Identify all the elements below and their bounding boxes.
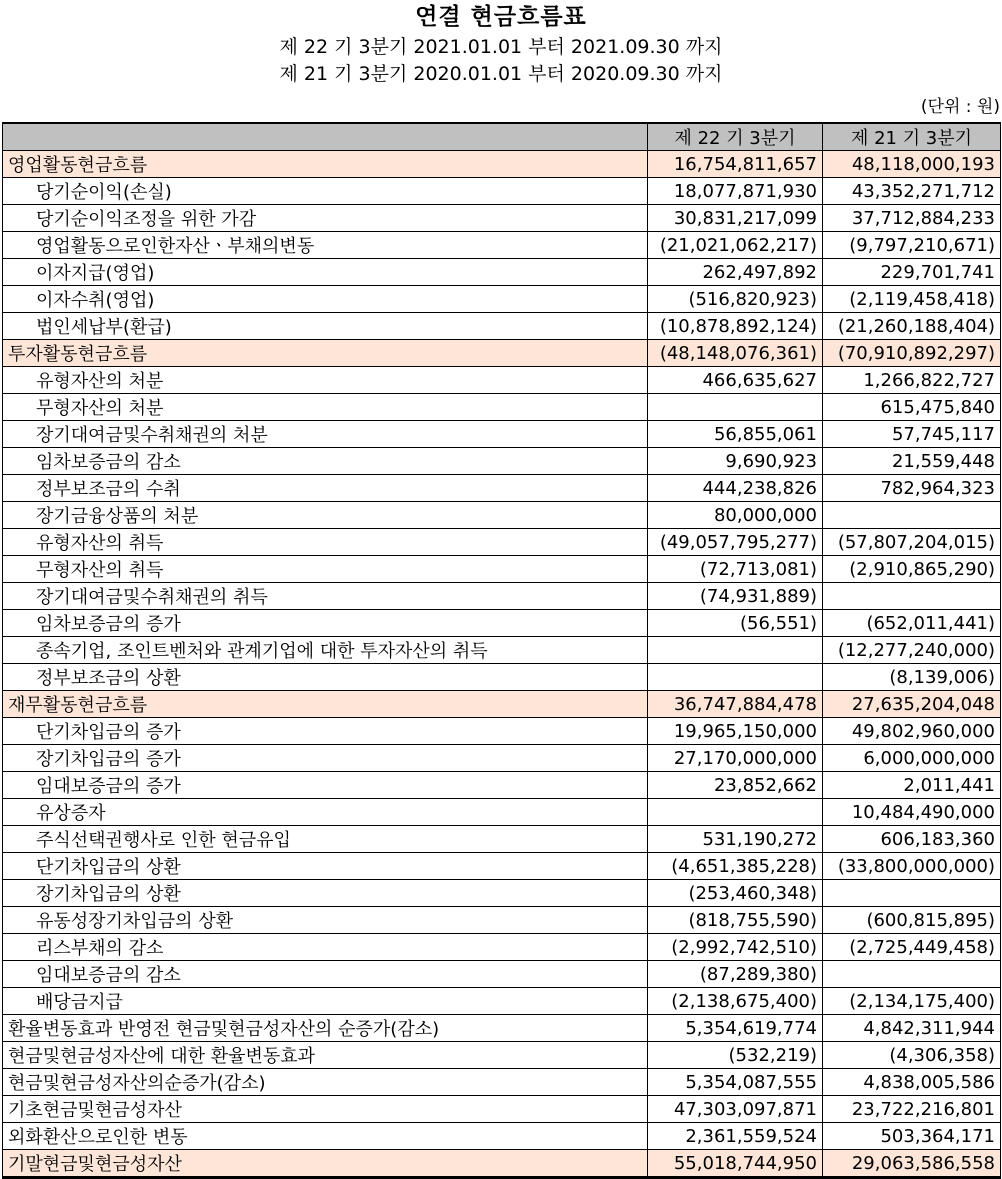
value-period-22: (2,138,675,400) — [648, 988, 823, 1015]
table-row — [3, 475, 1001, 502]
value-period-22: (48,148,076,361) — [648, 340, 823, 367]
header-label-column — [3, 123, 648, 151]
table-row — [3, 556, 1001, 583]
value-period-21: 606,183,360 — [823, 826, 1001, 853]
row-label: 장기대여금및수취채권의 처분 — [3, 421, 648, 448]
row-label: 무형자산의 처분 — [3, 394, 648, 421]
value-period-22: (56,551) — [648, 610, 823, 637]
value-period-21: (2,119,458,418) — [823, 286, 1001, 313]
row-label: 주식선택권행사로 인한 현금유입 — [3, 826, 648, 853]
row-label: 영업활동으로인한자산ㆍ부채의변동 — [3, 232, 648, 259]
value-period-21: 49,802,960,000 — [823, 718, 1001, 745]
value-period-22: 80,000,000 — [648, 502, 823, 529]
value-period-22: 27,170,000,000 — [648, 745, 823, 772]
value-period-22: 262,497,892 — [648, 259, 823, 286]
value-period-22: (516,820,923) — [648, 286, 823, 313]
table-row — [3, 610, 1001, 637]
value-period-22: (253,460,348) — [648, 880, 823, 907]
value-period-21 — [823, 880, 1001, 907]
row-label: 투자활동현금흐름 — [3, 340, 648, 367]
table-row — [3, 1015, 1001, 1042]
value-period-22: 444,238,826 — [648, 475, 823, 502]
row-label: 기초현금및현금성자산 — [3, 1096, 648, 1123]
value-period-22 — [648, 799, 823, 826]
row-label: 유동성장기차입금의 상환 — [3, 907, 648, 934]
row-label: 기말현금및현금성자산 — [3, 1150, 648, 1178]
value-period-22: (4,651,385,228) — [648, 853, 823, 880]
table-row — [3, 664, 1001, 691]
value-period-22: 18,077,871,930 — [648, 178, 823, 205]
value-period-21: 48,118,000,193 — [823, 151, 1001, 178]
table-row — [3, 205, 1001, 232]
value-period-21: (57,807,204,015) — [823, 529, 1001, 556]
row-label: 재무활동현금흐름 — [3, 691, 648, 718]
row-label: 임대보증금의 증가 — [3, 772, 648, 799]
value-period-21: (2,134,175,400) — [823, 988, 1001, 1015]
value-period-21: (4,306,358) — [823, 1042, 1001, 1069]
value-period-21 — [823, 502, 1001, 529]
value-period-22: 5,354,087,555 — [648, 1069, 823, 1096]
value-period-21: (21,260,188,404) — [823, 313, 1001, 340]
value-period-22: 36,747,884,478 — [648, 691, 823, 718]
value-period-22: (21,021,062,217) — [648, 232, 823, 259]
value-period-21: (2,910,865,290) — [823, 556, 1001, 583]
value-period-22: 23,852,662 — [648, 772, 823, 799]
value-period-21: 29,063,586,558 — [823, 1150, 1001, 1178]
table-row — [3, 853, 1001, 880]
value-period-21: 43,352,271,712 — [823, 178, 1001, 205]
value-period-21: 4,842,311,944 — [823, 1015, 1001, 1042]
value-period-22 — [648, 394, 823, 421]
period-subtitle-current: 제 22 기 3분기 2021.01.01 부터 2021.09.30 까지 — [279, 36, 723, 58]
row-label: 유형자산의 처분 — [3, 367, 648, 394]
row-label: 법인세납부(환급) — [3, 313, 648, 340]
period-subtitle-prior: 제 21 기 3분기 2020.01.01 부터 2020.09.30 까지 — [279, 63, 723, 85]
value-period-22: (74,931,889) — [648, 583, 823, 610]
table-row — [3, 907, 1001, 934]
value-period-22: (2,992,742,510) — [648, 934, 823, 961]
table-row — [3, 178, 1001, 205]
header-period-21: 제 21 기 3분기 — [823, 123, 1001, 151]
table-row — [3, 367, 1001, 394]
value-period-22: (72,713,081) — [648, 556, 823, 583]
table-row — [3, 529, 1001, 556]
value-period-22: (532,219) — [648, 1042, 823, 1069]
value-period-22: 466,635,627 — [648, 367, 823, 394]
value-period-21: (2,725,449,458) — [823, 934, 1001, 961]
row-label: 배당금지급 — [3, 988, 648, 1015]
table-row — [3, 1069, 1001, 1096]
value-period-21: 4,838,005,586 — [823, 1069, 1001, 1096]
section-row — [3, 340, 1001, 367]
row-label: 영업활동현금흐름 — [3, 151, 648, 178]
table-row — [3, 448, 1001, 475]
value-period-22: 30,831,217,099 — [648, 205, 823, 232]
value-period-22: 16,754,811,657 — [648, 151, 823, 178]
value-period-22: (49,057,795,277) — [648, 529, 823, 556]
section-row — [3, 691, 1001, 718]
table-row — [3, 421, 1001, 448]
row-label: 유상증자 — [3, 799, 648, 826]
table-row — [3, 259, 1001, 286]
value-period-22: (818,755,590) — [648, 907, 823, 934]
value-period-21: (12,277,240,000) — [823, 637, 1001, 664]
value-period-22: (10,878,892,124) — [648, 313, 823, 340]
table-row — [3, 583, 1001, 610]
value-period-21: (70,910,892,297) — [823, 340, 1001, 367]
value-period-22: 2,361,559,524 — [648, 1123, 823, 1150]
table-row — [3, 394, 1001, 421]
row-label: 종속기업, 조인트벤처와 관계기업에 대한 투자자산의 취득 — [3, 637, 648, 664]
value-period-21: (9,797,210,671) — [823, 232, 1001, 259]
row-label: 임차보증금의 증가 — [3, 610, 648, 637]
table-header-row — [3, 123, 1001, 151]
value-period-21: 10,484,490,000 — [823, 799, 1001, 826]
value-period-21: 57,745,117 — [823, 421, 1001, 448]
header-period-22: 제 22 기 3분기 — [648, 123, 823, 151]
value-period-21: 782,964,323 — [823, 475, 1001, 502]
value-period-21: 615,475,840 — [823, 394, 1001, 421]
table-row — [3, 961, 1001, 988]
row-label: 장기차입금의 상환 — [3, 880, 648, 907]
row-label: 이자수취(영업) — [3, 286, 648, 313]
table-row — [3, 1123, 1001, 1150]
value-period-21: (33,800,000,000) — [823, 853, 1001, 880]
row-label: 정부보조금의 수취 — [3, 475, 648, 502]
value-period-22 — [648, 664, 823, 691]
value-period-21 — [823, 961, 1001, 988]
value-period-21: 2,011,441 — [823, 772, 1001, 799]
row-label: 단기차입금의 상환 — [3, 853, 648, 880]
row-label: 리스부채의 감소 — [3, 934, 648, 961]
row-label: 단기차입금의 증가 — [3, 718, 648, 745]
value-period-21: (8,139,006) — [823, 664, 1001, 691]
row-label: 장기금융상품의 처분 — [3, 502, 648, 529]
row-label: 당기순이익(손실) — [3, 178, 648, 205]
value-period-21: 503,364,171 — [823, 1123, 1001, 1150]
table-header — [3, 123, 1001, 151]
value-period-22: 9,690,923 — [648, 448, 823, 475]
table-row — [3, 880, 1001, 907]
value-period-22: 5,354,619,774 — [648, 1015, 823, 1042]
table-row — [3, 232, 1001, 259]
table-row — [3, 502, 1001, 529]
row-label: 임대보증금의 감소 — [3, 961, 648, 988]
value-period-21: 27,635,204,048 — [823, 691, 1001, 718]
value-period-22: 55,018,744,950 — [648, 1150, 823, 1178]
value-period-22: 19,965,150,000 — [648, 718, 823, 745]
section-row — [3, 1150, 1001, 1178]
row-label: 장기차입금의 증가 — [3, 745, 648, 772]
cash-flow-table — [2, 122, 1001, 1179]
section-row — [3, 151, 1001, 178]
value-period-22: 531,190,272 — [648, 826, 823, 853]
value-period-21: 229,701,741 — [823, 259, 1001, 286]
row-label: 임차보증금의 감소 — [3, 448, 648, 475]
value-period-22: 56,855,061 — [648, 421, 823, 448]
row-label: 이자지급(영업) — [3, 259, 648, 286]
row-label: 외화환산으로인한 변동 — [3, 1123, 648, 1150]
table-row — [3, 1096, 1001, 1123]
table-body — [3, 151, 1001, 1178]
value-period-22: (87,289,380) — [648, 961, 823, 988]
table-row — [3, 637, 1001, 664]
table-row — [3, 988, 1001, 1015]
row-label: 당기순이익조정을 위한 가감 — [3, 205, 648, 232]
value-period-21: 1,266,822,727 — [823, 367, 1001, 394]
table-row — [3, 313, 1001, 340]
table-row — [3, 934, 1001, 961]
row-label: 현금및현금성자산의순증가(감소) — [3, 1069, 648, 1096]
row-label: 장기대여금및수취채권의 취득 — [3, 583, 648, 610]
table-row — [3, 799, 1001, 826]
row-label: 유형자산의 취득 — [3, 529, 648, 556]
row-label: 정부보조금의 상환 — [3, 664, 648, 691]
currency-unit-note: (단위 : 원) — [920, 97, 1000, 117]
value-period-21: 37,712,884,233 — [823, 205, 1001, 232]
value-period-21: (652,011,441) — [823, 610, 1001, 637]
value-period-22 — [648, 637, 823, 664]
value-period-21: 6,000,000,000 — [823, 745, 1001, 772]
table-row — [3, 826, 1001, 853]
value-period-21: 23,722,216,801 — [823, 1096, 1001, 1123]
table-row — [3, 772, 1001, 799]
row-label: 환율변동효과 반영전 현금및현금성자산의 순증가(감소) — [3, 1015, 648, 1042]
table-row — [3, 745, 1001, 772]
table-row — [3, 718, 1001, 745]
value-period-22: 47,303,097,871 — [648, 1096, 823, 1123]
value-period-21: (600,815,895) — [823, 907, 1001, 934]
value-period-21: 21,559,448 — [823, 448, 1001, 475]
value-period-21 — [823, 583, 1001, 610]
page-title: 연결 현금흐름표 — [415, 4, 587, 30]
table-row — [3, 286, 1001, 313]
row-label: 무형자산의 취득 — [3, 556, 648, 583]
row-label: 현금및현금성자산에 대한 환율변동효과 — [3, 1042, 648, 1069]
table-row — [3, 1042, 1001, 1069]
